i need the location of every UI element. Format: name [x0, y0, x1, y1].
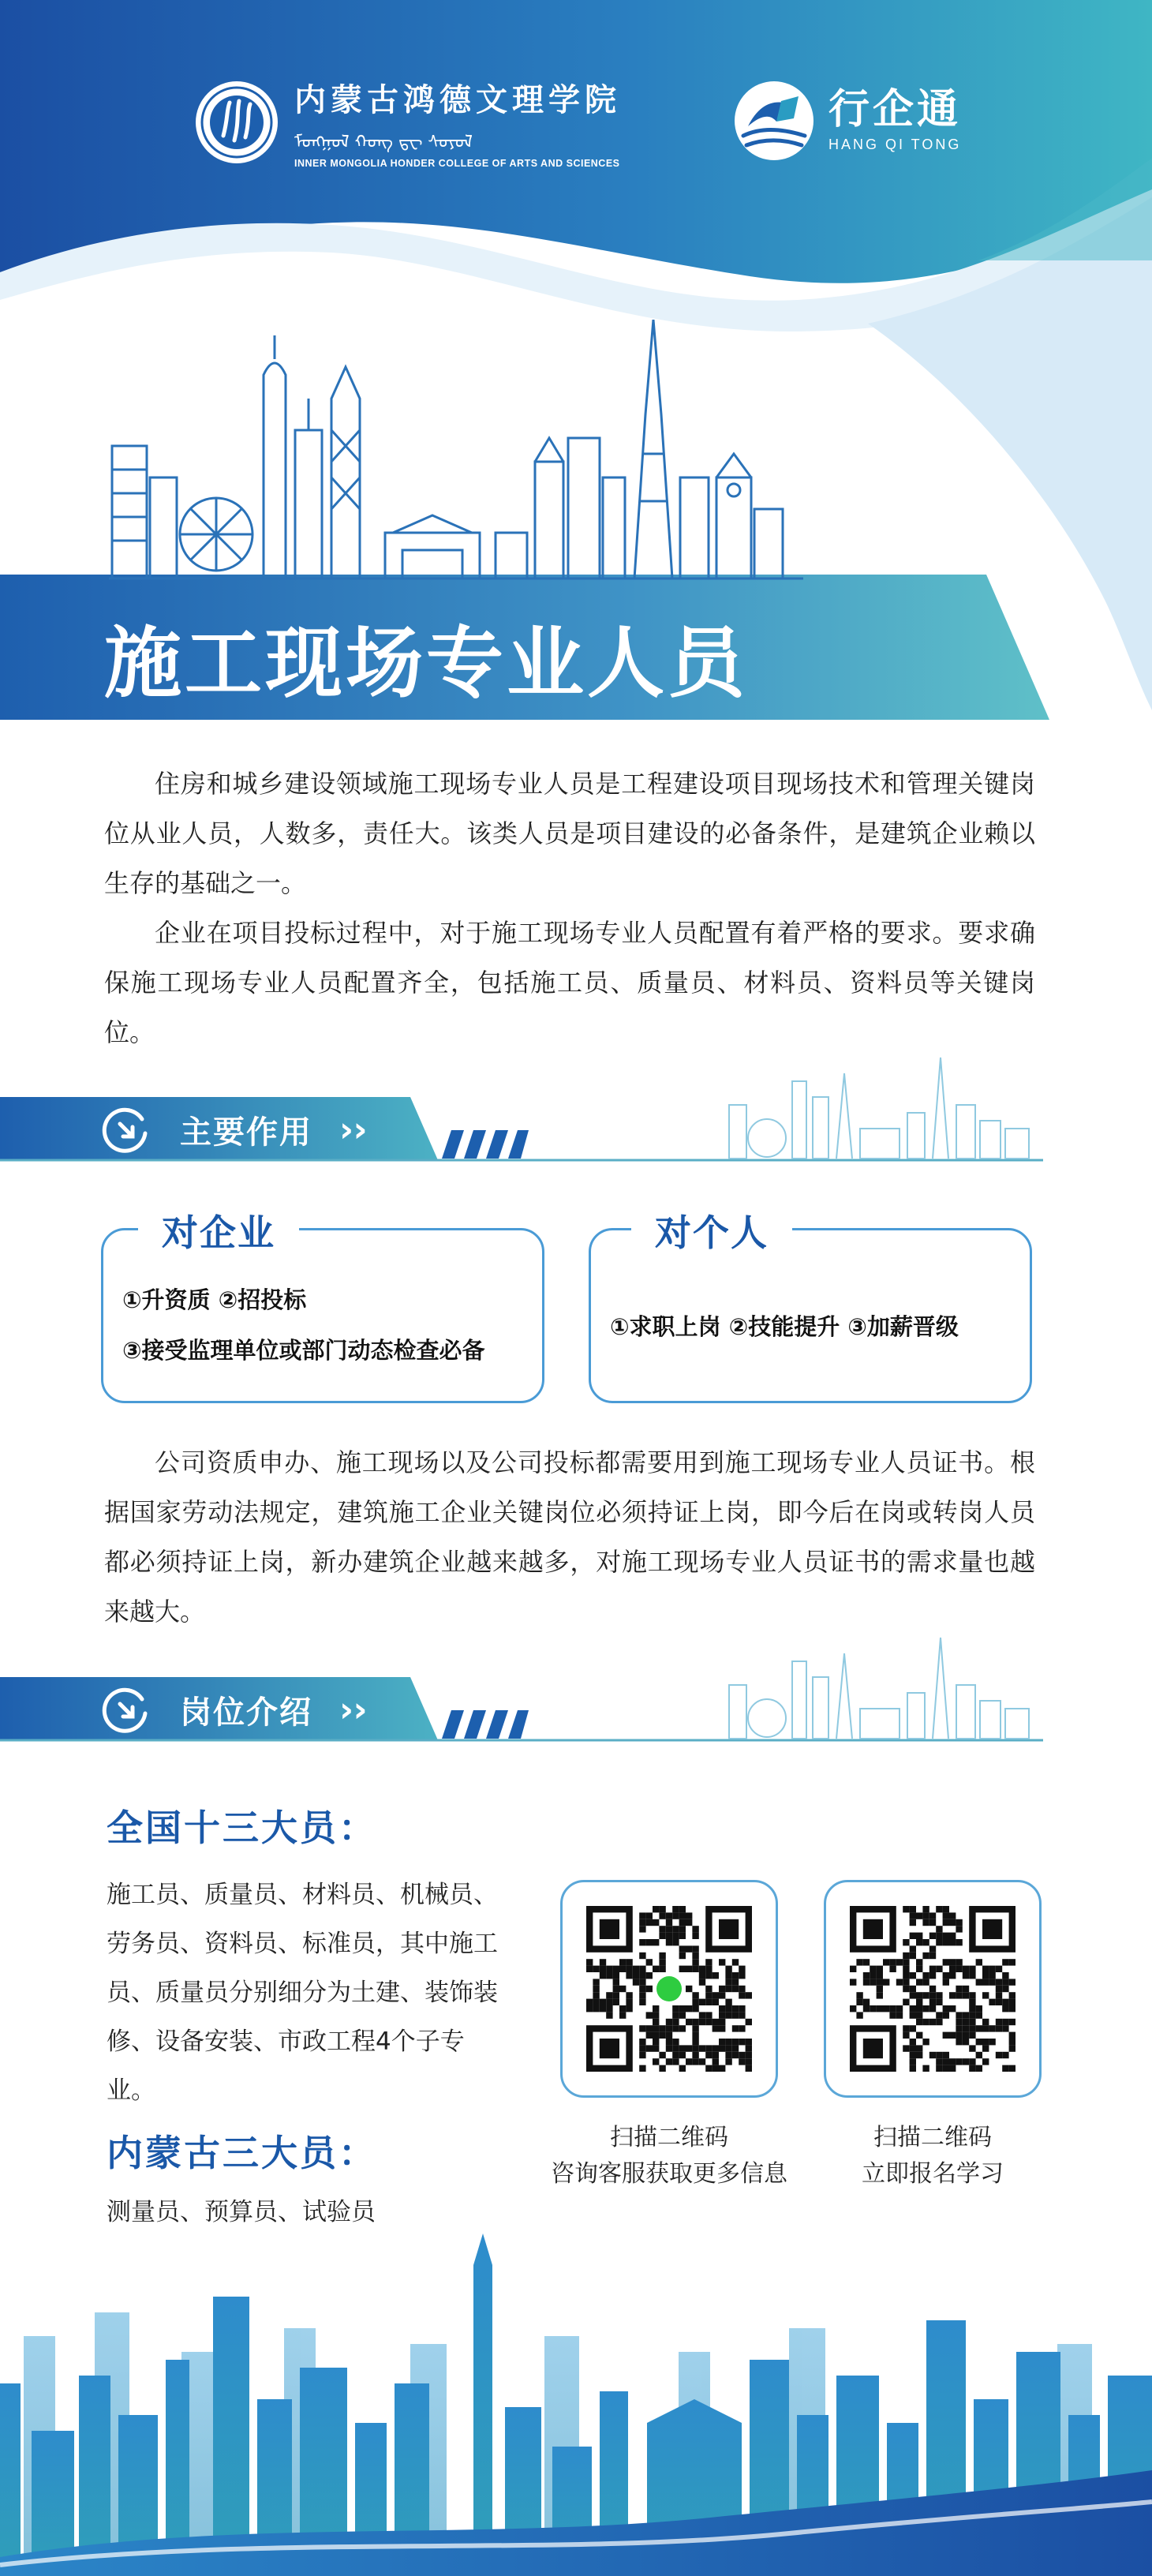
- individual-line-1: ①求职上岗 ②技能提升 ③加薪晋级: [610, 1313, 959, 1340]
- enterprise-line-2: ③接受监理单位或部门动态检查必备: [122, 1337, 485, 1364]
- college-english-name: INNER MONGOLIA HONDER COLLEGE OF ARTS AND SCIENCES: [294, 158, 620, 169]
- partner-name: 行企通: [828, 85, 962, 133]
- qr-card-consult[interactable]: [560, 1880, 778, 2098]
- qr-caption-register-line2: 立即报名学习: [862, 2160, 1004, 2188]
- arrow-circle-icon: [101, 1105, 150, 1154]
- qr-finder-pattern: [853, 1909, 892, 1949]
- enterprise-line-1: ①升资质 ②招投标: [122, 1286, 307, 1313]
- inner-mongolia-text: 测量员、预算员、试验员: [107, 2198, 376, 2226]
- partner-english-name: HANG QI TONG: [828, 136, 962, 152]
- college-brand: [193, 75, 621, 169]
- qr-finder-pattern: [972, 1909, 1012, 1949]
- national-heading: 全国十三大员：: [107, 1807, 377, 1849]
- footer-cityscape: [0, 2218, 1152, 2576]
- section-label-main: 主要作用: [180, 1114, 312, 1151]
- stripe-decoration: [442, 1129, 529, 1160]
- partner-brand: [732, 79, 961, 163]
- skyline-illustration: [109, 320, 819, 580]
- intro-paragraph-1: 住房和城乡建设领域施工现场专业人员是工程建设项目现场技术和管理关键岗位从业人员，人数多，责任大。该类人员是项目建设的必备条件，是建筑企业赖以生存的基础之一。: [104, 769, 1035, 898]
- qr-finder-pattern: [589, 1909, 629, 1949]
- section-skyline-2: [726, 1630, 1042, 1740]
- enterprise-title: 对企业: [138, 1204, 299, 1256]
- national-text: 施工员、质量员、材料员、机械员、劳务员、资料员、标准员，其中施工员、质量员分别细分为土建、装饰装修、设备安装、市政工程4个子专业。: [107, 1881, 498, 2105]
- page-title: 施工现场专业人员: [104, 619, 749, 709]
- wechat-icon: [656, 1976, 682, 2001]
- intro-paragraph-2: 企业在项目投标过程中，对于施工现场专业人员配置有着严格的要求。要求确保施工现场专业人员配置齐全，包括施工员、质量员、材料员、资料员等关键岗位。: [104, 918, 1035, 1047]
- requirement-text: [104, 1438, 1035, 1637]
- qr-card-register[interactable]: [824, 1880, 1042, 2098]
- arrow-circle-icon: [101, 1685, 150, 1734]
- individual-title: 对个人: [631, 1204, 792, 1256]
- qr-caption-register-line1: 扫描二维码: [873, 2124, 992, 2151]
- qr-finder-pattern: [709, 1909, 748, 1949]
- qr-finder-pattern: [589, 2028, 629, 2068]
- qr-finder-pattern: [853, 2028, 892, 2068]
- chevrons-icon: › ›: [339, 1689, 361, 1730]
- college-logo-icon: [193, 79, 280, 166]
- section-skyline-1: [726, 1050, 1042, 1160]
- section-label-positions: 岗位介绍: [180, 1694, 312, 1731]
- college-mongolian-name: ᠮᠣᠩᠭᠣᠯ ᠬᠣᠩ ᠳᠧ ᠰᠣᠶᠣᠯ: [294, 133, 473, 152]
- inner-mongolia-heading: 内蒙古三大员：: [107, 2132, 377, 2174]
- college-name: 内蒙古鸿德文理学院: [294, 81, 621, 118]
- requirement-paragraph: 公司资质申办、施工现场以及公司投标都需要用到施工现场专业人员证书。根据国家劳动法规定，建筑施工企业关键岗位必须持证上岗，即今后在岗或转岗人员都必须持证上岗，新办建筑企业越来越多，对施工现场专业人员证书的需求量也越来越大。: [104, 1447, 1035, 1627]
- qr-caption-consult-line1: 扫描二维码: [610, 2124, 728, 2151]
- qr-caption-register: [799, 2120, 1067, 2192]
- qr-code[interactable]: [563, 1882, 776, 2095]
- chevrons-icon: › ›: [339, 1109, 361, 1150]
- qr-code[interactable]: [826, 1882, 1039, 2095]
- section-header-main: [101, 1105, 361, 1154]
- partner-logo-icon: [732, 79, 816, 163]
- qr-caption-consult: [505, 2120, 833, 2192]
- stripe-decoration: [442, 1709, 529, 1740]
- section-header-positions: [101, 1685, 361, 1734]
- qr-caption-consult-line2: 咨询客服获取更多信息: [551, 2160, 787, 2188]
- intro-text: [104, 759, 1035, 1058]
